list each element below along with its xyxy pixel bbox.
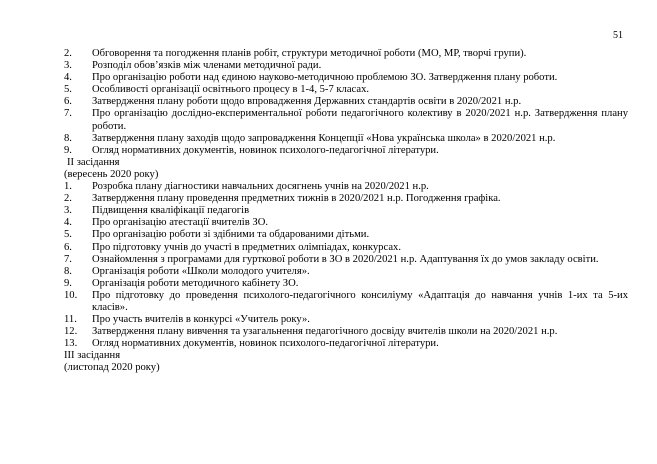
agenda-item xyxy=(64,84,628,96)
agenda-item xyxy=(64,242,628,254)
agenda-item-text: Організація роботи методичного кабінету ЗО. xyxy=(92,277,299,289)
agenda-item-text: Про організацію атестації вчителів ЗО. xyxy=(92,217,269,229)
agenda-item-number: 7. xyxy=(64,253,72,265)
agenda-item-text: Про підготовку учнів до участі в предметних олімпіадах, конкурсах. xyxy=(92,241,401,253)
session-1-agenda xyxy=(64,48,628,157)
agenda-item-number: 4. xyxy=(64,217,72,229)
agenda-item xyxy=(64,314,628,326)
agenda-item xyxy=(64,254,628,266)
agenda-item-number: 8. xyxy=(64,132,72,144)
agenda-item-text: Підвищення кваліфікації педагогів xyxy=(92,205,250,217)
page-number: 51 xyxy=(613,30,623,41)
agenda-item xyxy=(64,266,628,278)
agenda-item-number: 9. xyxy=(64,277,72,289)
agenda-item-number: 2. xyxy=(64,48,72,59)
agenda-item-text: Затвердження плану вивчення та узагальнення педагогічного досвіду вчителів школи на 2020/2021 н.р. xyxy=(92,326,558,338)
agenda-item xyxy=(64,278,628,290)
agenda-item-number: 12. xyxy=(64,326,78,338)
agenda-item-text: Про підготовку до проведення психолого-педагогічного консиліуму «Адаптація до навчання учнів 1-их та 5-их класів». xyxy=(92,289,628,313)
agenda-item-text: Організація роботи «Школи молодого учителя». xyxy=(92,265,310,277)
agenda-item xyxy=(64,96,628,108)
agenda-item xyxy=(64,145,628,157)
agenda-item xyxy=(64,290,628,314)
agenda-item-text: Розподіл обов’язків між членами методичної ради. xyxy=(92,60,322,72)
agenda-item xyxy=(64,60,628,72)
agenda-item-text: Затвердження плану проведення предметних тижнів в 2020/2021 н.р. Погодження графіка. xyxy=(92,193,501,205)
agenda-item-text: Розробка плану діагностики навчальних досягнень учнів на 2020/2021 н.р. xyxy=(92,181,429,193)
agenda-item-text: Огляд нормативних документів, новинок психолого-педагогічної літератури. xyxy=(92,338,439,350)
agenda-item-text: Про організацію роботи зі здібними та обдарованими дітьми. xyxy=(92,229,370,241)
agenda-item xyxy=(64,181,628,193)
agenda-item xyxy=(64,229,628,241)
agenda-item-number: 2. xyxy=(64,193,72,205)
agenda-item-number: 1. xyxy=(64,181,72,193)
session-2-agenda xyxy=(64,181,628,350)
agenda-item xyxy=(64,205,628,217)
agenda-item-text: Затвердження плану заходів щодо запровадження Концепції «Нова українська школа» в 2020/2021 н.р. xyxy=(92,132,556,144)
agenda-item-number: 11. xyxy=(64,314,77,326)
agenda-item xyxy=(64,133,628,145)
agenda-item xyxy=(64,72,628,84)
session-2-date: (вересень 2020 року) xyxy=(64,168,159,180)
session-3-date: (листопад 2020 року) xyxy=(64,362,160,374)
agenda-item-number: 6. xyxy=(64,96,72,108)
agenda-item-number: 7. xyxy=(64,108,72,120)
document-body xyxy=(64,48,628,375)
agenda-item xyxy=(64,193,628,205)
agenda-item-number: 10. xyxy=(64,289,78,301)
agenda-item-text: Огляд нормативних документів, новинок психолого-педагогічної літератури. xyxy=(92,144,439,156)
agenda-item-number: 3. xyxy=(64,60,72,72)
agenda-item-number: 3. xyxy=(64,205,72,217)
agenda-item-number: 9. xyxy=(64,144,72,156)
agenda-item-text: Про участь вчителів в конкурсі «Учитель року». xyxy=(92,314,310,326)
agenda-item-text: Ознайомлення з програмами для гурткової роботи в ЗО в 2020/2021 н.р. Адаптування їх до умов закладу освіти. xyxy=(92,253,599,265)
agenda-item-text: Затвердження плану роботи щодо впровадження Державних стандартів освіти в 2020/2021 н.р. xyxy=(92,96,522,108)
agenda-item xyxy=(64,108,628,132)
agenda-item-text: Про організацію роботи над єдиною науково-методичною проблемою ЗО. Затвердження плану роботи. xyxy=(92,72,558,84)
agenda-item xyxy=(64,217,628,229)
agenda-item-text: Про організацію дослідно-експериментальної роботи педагогічного колективу в 2020/2021 н.р. Затвердження плану роботи. xyxy=(92,108,628,132)
agenda-item xyxy=(64,338,628,350)
session-3-title: III засідання xyxy=(64,350,121,362)
agenda-item-text: Обговорення та погодження планів робіт, структури методичної роботи (МО, МР, творчі групи). xyxy=(92,48,527,59)
agenda-item-number: 13. xyxy=(64,338,78,350)
agenda-item xyxy=(64,48,628,60)
agenda-item-number: 4. xyxy=(64,72,72,84)
session-2-title: II засідання xyxy=(67,156,120,168)
agenda-item-number: 8. xyxy=(64,265,72,277)
agenda-item-number: 5. xyxy=(64,84,72,96)
agenda-item-text: Особливості організації освітнього процесу в 1-4, 5-7 класах. xyxy=(92,84,370,96)
agenda-item-number: 6. xyxy=(64,241,72,253)
agenda-item-number: 5. xyxy=(64,229,72,241)
agenda-item xyxy=(64,326,628,338)
